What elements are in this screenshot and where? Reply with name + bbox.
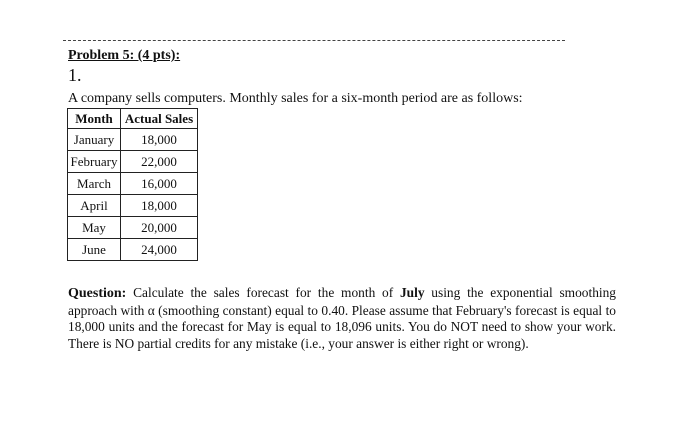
table-row — [68, 195, 198, 217]
dashed-divider — [63, 40, 565, 41]
sales-cell: 22,000 — [121, 151, 198, 173]
sales-table — [67, 108, 198, 261]
question-label: Question: — [68, 286, 127, 301]
question-text-part2: using the exponential smoothing approach with α (smoothing constant) equal to 0.40. Please assume that February's forecast is equal to 18,000 units and the forecast for May is equal to 18,096 units. You do NOT need to show your work. There is NO partial credits for any mistake (i.e., your answer is either right or wrong). — [68, 285, 617, 351]
table-row — [68, 151, 198, 173]
table-row — [68, 173, 198, 195]
sales-cell: 24,000 — [121, 239, 198, 261]
sales-cell: 18,000 — [121, 195, 198, 217]
intro-text: A company sells computers. Monthly sales for a six-month period are as follows: — [68, 91, 523, 106]
header-month: Month — [68, 109, 121, 129]
header-actual-sales: Actual Sales — [121, 109, 198, 129]
problem-heading: Problem 5: (4 pts): — [68, 48, 181, 63]
sales-cell: 18,000 — [121, 129, 198, 151]
month-cell: May — [68, 217, 121, 239]
question-month-bold: July — [399, 285, 425, 300]
sales-cell: 16,000 — [121, 173, 198, 195]
table-header-row — [68, 109, 198, 129]
sales-cell: 20,000 — [121, 217, 198, 239]
table-row — [68, 217, 198, 239]
month-cell: January — [68, 129, 121, 151]
month-cell: April — [68, 195, 121, 217]
month-cell: March — [68, 173, 121, 195]
question-paragraph — [68, 285, 616, 352]
question-number: 1. — [68, 65, 82, 85]
month-cell: February — [68, 151, 121, 173]
question-text-part1: Calculate the sales forecast for the month of — [126, 285, 400, 300]
table-row — [68, 239, 198, 261]
table-row — [68, 129, 198, 151]
month-cell: June — [68, 239, 121, 261]
